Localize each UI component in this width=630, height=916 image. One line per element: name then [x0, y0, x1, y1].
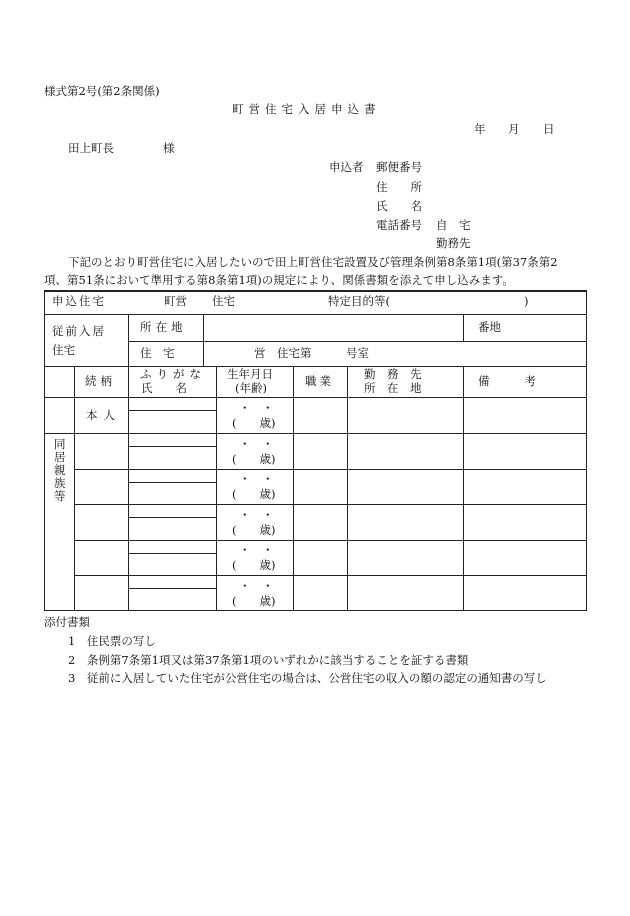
address-label: 住 所	[376, 180, 422, 194]
header-name: 氏 名	[141, 381, 187, 395]
attachment-item: 3 従前に入居していた住宅が公営住宅の場合は、公営住宅の収入の額の認定の通知書の写し	[68, 671, 547, 685]
name-label: 氏 名	[376, 199, 422, 213]
housing-room-value: 営 住宅第 号室	[254, 346, 369, 360]
housing-label: 住 宅	[140, 346, 175, 360]
age-placeholder: ( 歳)	[232, 523, 276, 537]
special-purpose-label: 特定目的等(	[328, 294, 390, 308]
date-month: 月	[508, 122, 520, 136]
previous-housing-label-2: 住宅	[52, 343, 75, 357]
addressee-name: 田上町長	[68, 141, 114, 155]
age-placeholder: ( 歳)	[232, 558, 276, 572]
header-remarks: 備 考	[478, 374, 540, 388]
age-placeholder: ( 歳)	[232, 487, 276, 501]
attachments-heading: 添付書類	[44, 615, 90, 629]
intro-text-line2: 項、第51条において準用する第8条第1項)の規定により、関係書類を添えて申し込みます。	[44, 273, 514, 287]
family-members-label: 同居親族等	[54, 437, 66, 503]
postal-code-label: 郵便番号	[376, 160, 422, 174]
header-workplace: 勤 務 先	[364, 367, 422, 381]
self-label: 本人	[86, 408, 121, 422]
birthdate-dots: ・ ・	[239, 508, 274, 522]
page-title: 町営住宅入居申込書	[232, 102, 381, 116]
applicant-label: 申込者	[329, 160, 364, 174]
special-purpose-close: )	[524, 294, 529, 308]
birthdate-dots: ・ ・	[239, 401, 274, 415]
age-placeholder: ( 歳)	[232, 594, 276, 608]
attachment-item: 1 住民票の写し	[68, 634, 156, 648]
birthdate-dots: ・ ・	[239, 472, 274, 486]
header-age: (年齢)	[235, 381, 267, 395]
header-relation: 続柄	[85, 374, 116, 388]
birthdate-dots: ・ ・	[239, 437, 274, 451]
header-workplace-address: 所 在 地	[364, 381, 422, 395]
birthdate-dots: ・ ・	[239, 543, 274, 557]
banchi-label: 番地	[478, 320, 501, 334]
addressee-honorific: 様	[163, 141, 175, 155]
apply-housing-suffix: 住宅	[212, 294, 235, 308]
date-day: 日	[543, 122, 555, 136]
phone-work-label: 勤務先	[436, 236, 471, 250]
location-label: 所在地	[140, 320, 187, 334]
phone-home-label: 自 宅	[436, 218, 471, 232]
previous-housing-label-1: 従前入居	[52, 324, 106, 338]
header-furigana: ふりがな	[140, 367, 206, 381]
header-birthdate: 生年月日	[227, 367, 273, 381]
attachment-item: 2 条例第7条第1項又は第37条第1項のいずれかに該当することを証する書類	[68, 653, 469, 667]
apply-housing-label: 申込住宅	[52, 294, 106, 308]
apply-town-label: 町営	[164, 294, 187, 308]
birthdate-dots: ・ ・	[239, 579, 274, 593]
intro-text-line1: 下記のとおり町営住宅に入居したいので田上町営住宅設置及び管理条例第8条第1項(第37条第2	[68, 255, 558, 269]
form-number: 様式第2号(第2条関係)	[44, 84, 160, 98]
phone-label: 電話番号	[376, 218, 422, 232]
date-year: 年	[474, 122, 486, 136]
age-placeholder: ( 歳)	[232, 452, 276, 466]
header-occupation: 職業	[305, 374, 334, 388]
age-placeholder: ( 歳)	[232, 416, 276, 430]
